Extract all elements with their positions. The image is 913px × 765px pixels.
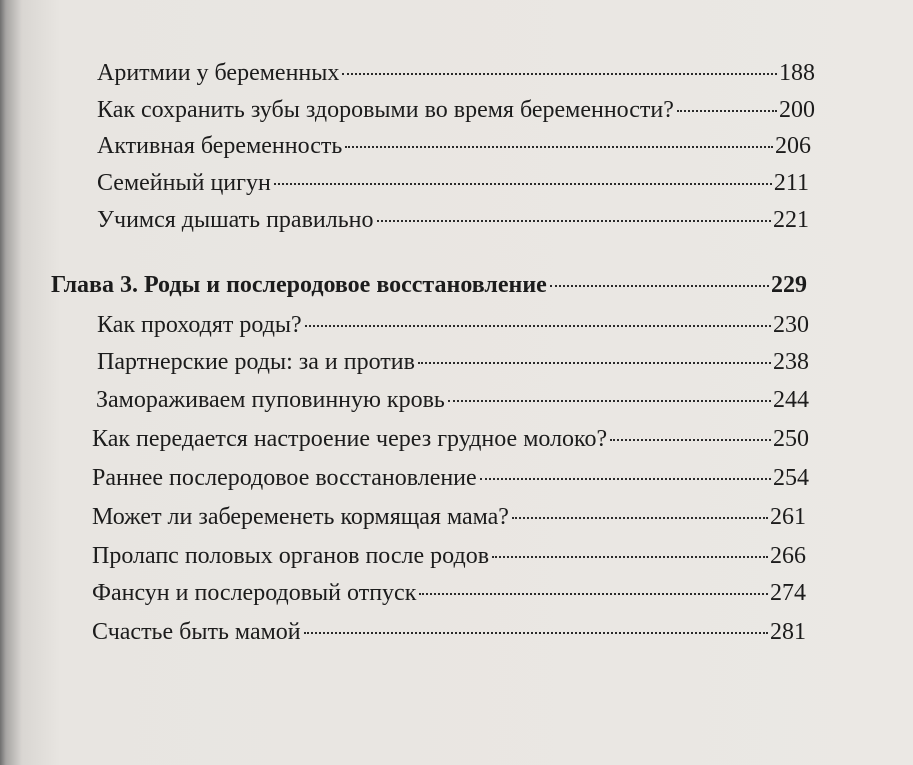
toc-entry (97, 347, 809, 377)
toc-entry-page: 274 (770, 580, 806, 606)
toc-entry-page: 254 (773, 465, 809, 491)
toc-entry-page: 188 (779, 60, 815, 86)
dot-leader (480, 478, 771, 480)
dot-leader (342, 73, 777, 75)
toc-entry-page: 230 (773, 312, 809, 338)
toc-entry (97, 310, 809, 340)
toc-entry (96, 385, 809, 415)
chapter-page: 229 (771, 272, 807, 298)
toc-entry (92, 502, 806, 532)
toc-entry-title: Замораживаем пуповинную кровь (96, 387, 445, 413)
dot-leader (304, 632, 768, 634)
toc-entry-title: Аритмии у беременных (97, 60, 340, 86)
dot-leader (418, 362, 771, 364)
chapter-title: Глава 3. Роды и послеродовое восстановление (51, 272, 547, 298)
toc-entry-page: 206 (775, 133, 811, 159)
toc-entry-page: 238 (773, 349, 809, 375)
toc-entry (92, 463, 809, 493)
toc-entry-title: Партнерские роды: за и против (97, 349, 415, 375)
toc-entry (92, 578, 806, 608)
toc-entry (97, 205, 809, 235)
dot-leader (677, 110, 777, 112)
toc-entry (92, 424, 809, 454)
toc-entry-title: Как проходят роды? (97, 312, 302, 338)
toc-entry-page: 250 (773, 426, 809, 452)
toc-entry-title: Семейный цигун (97, 170, 271, 196)
toc-entry-page: 200 (779, 97, 815, 123)
toc-entry-title: Счастье быть мамой (92, 619, 301, 645)
toc-entry (92, 541, 806, 571)
dot-leader (448, 400, 771, 402)
toc-entry-page: 261 (770, 504, 806, 530)
toc-entry-page: 221 (773, 207, 809, 233)
dot-leader (512, 517, 768, 519)
toc-entry-page: 211 (773, 170, 809, 196)
toc-entry-title: Как сохранить зубы здоровыми во время беременности? (97, 97, 674, 123)
dot-leader (274, 183, 772, 185)
toc-entry-title: Фансун и послеродовый отпуск (92, 580, 417, 606)
dot-leader (305, 325, 771, 327)
toc-entry-title: Активная беременность (97, 133, 343, 159)
toc-entry-page: 244 (773, 387, 809, 413)
dot-leader (419, 593, 768, 595)
dot-leader (550, 285, 769, 287)
toc-entry-title: Учимся дышать правильно (97, 207, 374, 233)
toc-entry-page: 281 (770, 619, 806, 645)
toc-entry (97, 58, 815, 88)
dot-leader (610, 439, 771, 441)
toc-entry (97, 168, 809, 198)
toc-entry (92, 617, 806, 647)
toc-entry-title: Может ли забеременеть кормящая мама? (92, 504, 509, 530)
toc-entry-title: Как передается настроение через грудное молоко? (92, 426, 608, 452)
dot-leader (492, 556, 768, 558)
toc-entry-title: Пролапс половых органов после родов (92, 543, 490, 569)
toc-entry (97, 131, 811, 161)
toc-entry (97, 95, 815, 125)
dot-leader (377, 220, 771, 222)
dot-leader (345, 146, 773, 148)
toc-entry-title: Раннее послеродовое восстановление (92, 465, 477, 491)
toc-entry-page: 266 (770, 543, 806, 569)
toc-chapter-heading (51, 270, 807, 300)
